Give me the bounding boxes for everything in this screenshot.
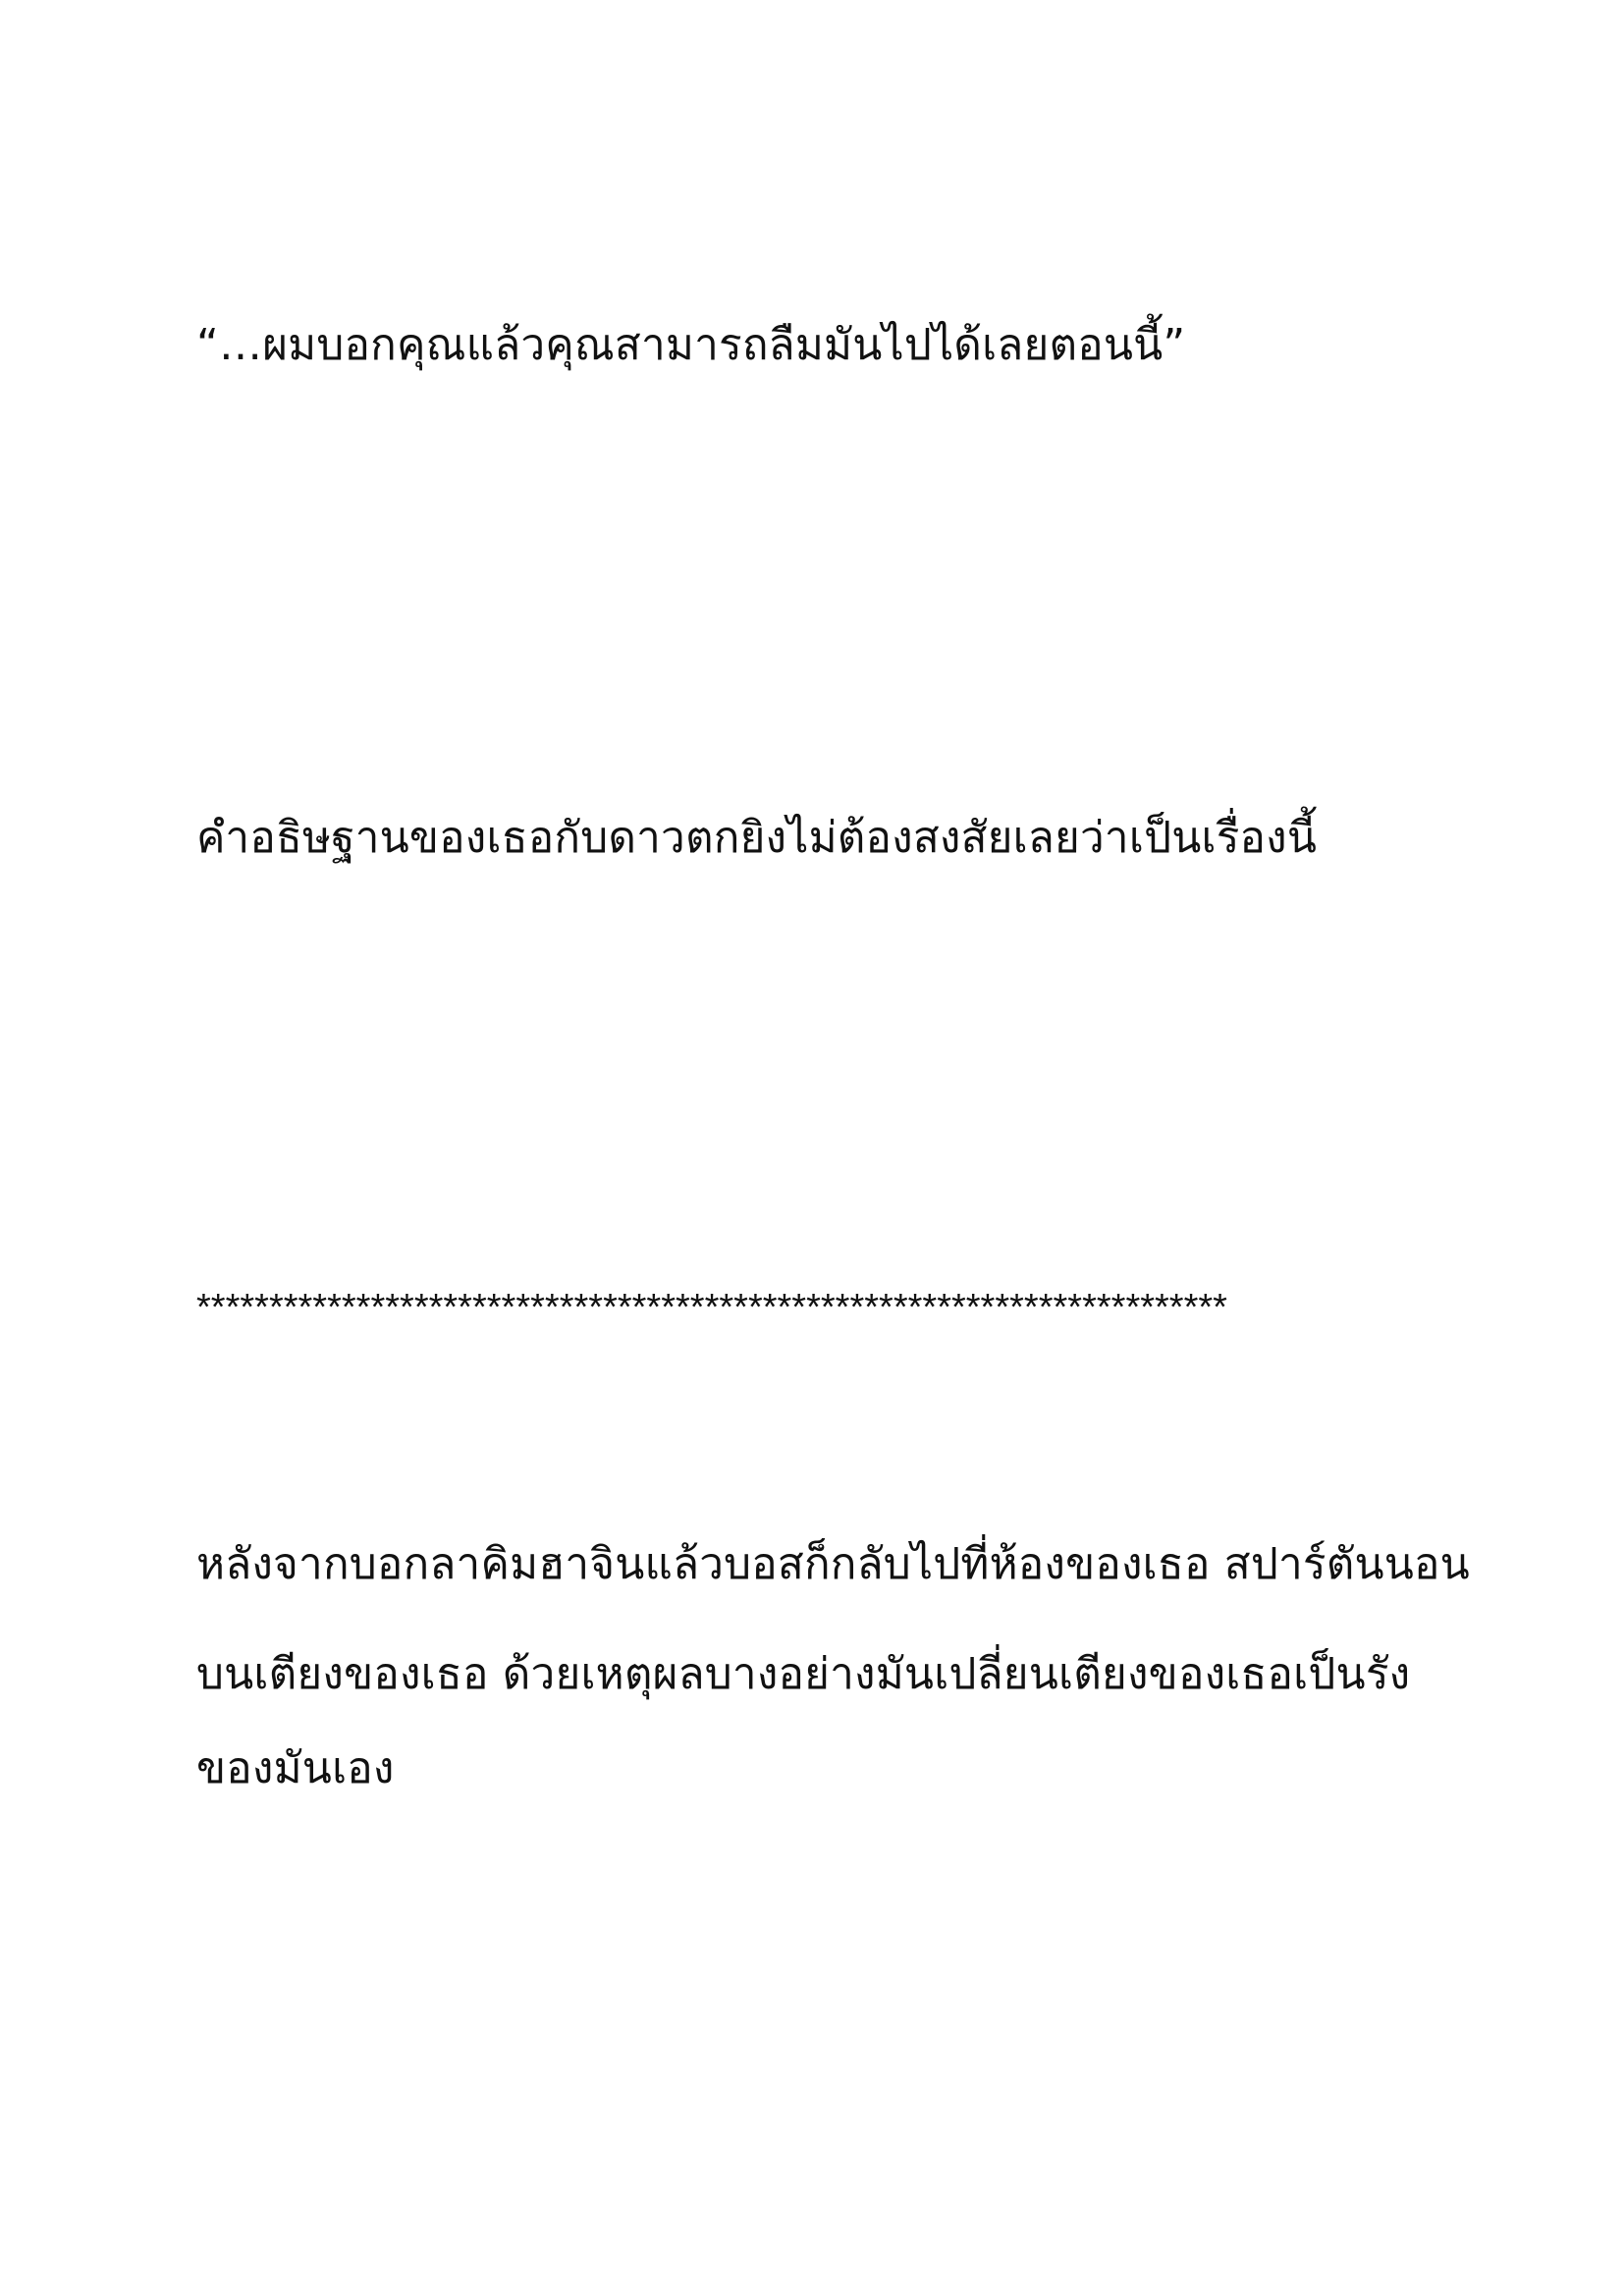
paragraph-2-line-1: หลังจากบอกลาคิมฮาจินแล้วบอสก็กลับไปที่ห้องของเธอ สปาร์ตันนอน — [196, 1539, 1470, 1589]
scene-separator: *********************************************************************** — [196, 1287, 1227, 1328]
paragraph-2-line-2: บนเตียงของเธอ ด้วยเหตุผลบางอย่างมันเปลี่ยนเตียงของเธอเป็นรัง — [196, 1649, 1411, 1699]
paragraph-1: คำอธิษฐานของเธอกับดาวตกยิงไม่ต้องสงสัยเลยว่าเป็นเรื่องนี้ — [196, 813, 1318, 863]
dialogue-line: “…ผมบอกคุณแล้วคุณสามารถลืมมันไปได้เลยตอนนี้” — [196, 320, 1186, 370]
paragraph-2-line-3: ของมันเอง — [196, 1743, 395, 1793]
